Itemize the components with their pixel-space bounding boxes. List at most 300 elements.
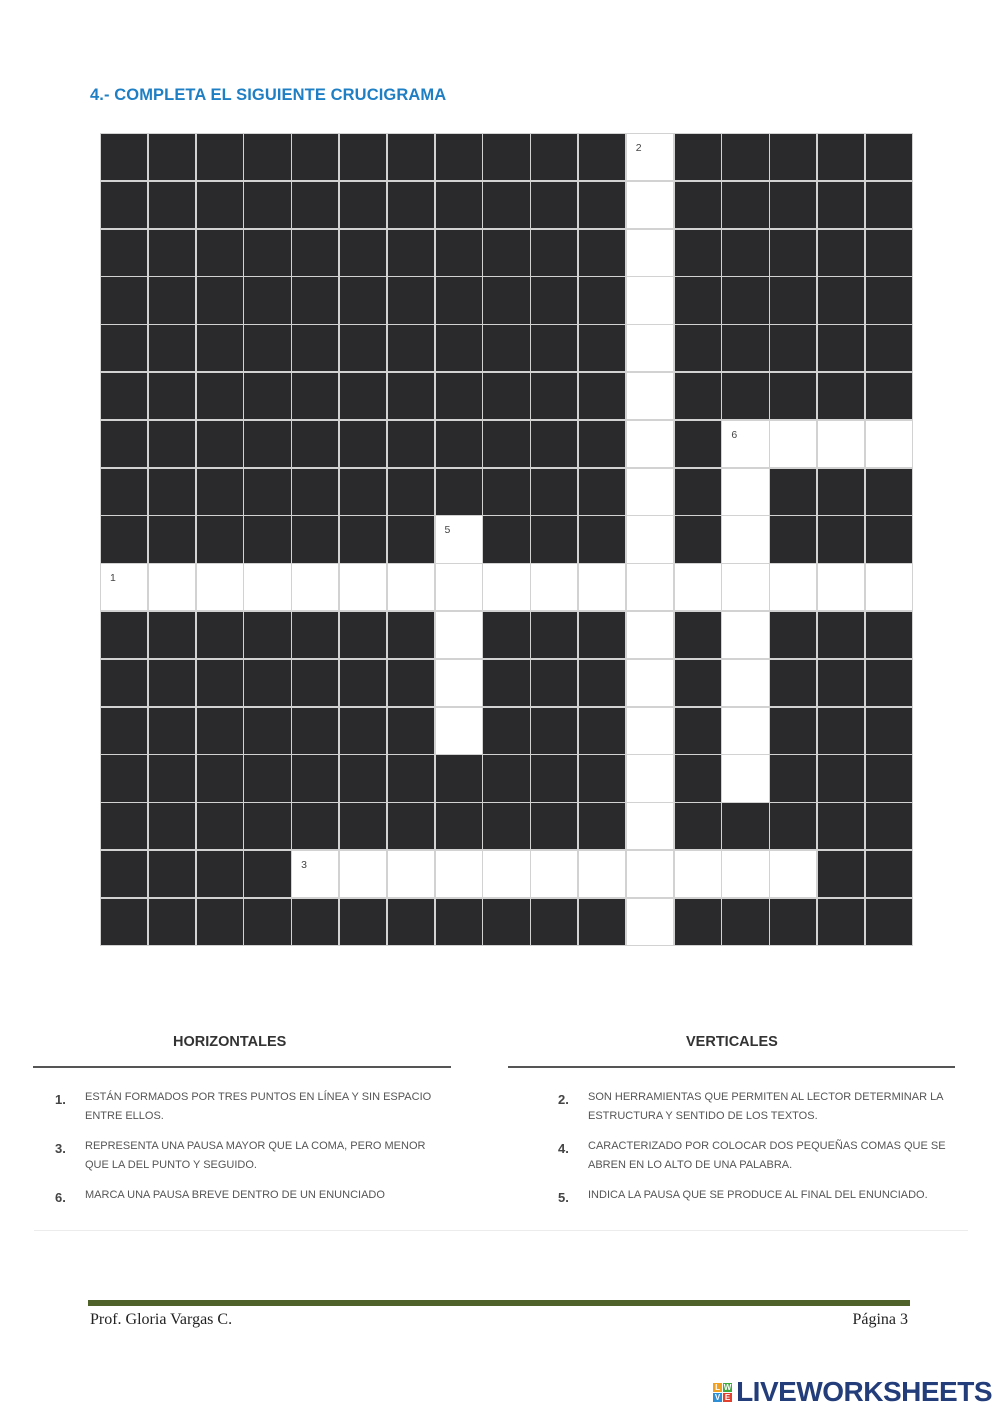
crossword-black-cell [388,182,434,228]
crossword-black-cell [722,230,768,276]
crossword-black-cell [340,516,386,562]
crossword-black-cell [101,421,147,467]
crossword-input-cell[interactable] [818,421,864,467]
liveworksheets-brand[interactable] [713,1376,992,1408]
crossword-black-cell [818,899,864,945]
crossword-black-cell [531,182,577,228]
clue-number-label: 5 [444,524,451,537]
crossword-black-cell [436,134,482,180]
crossword-black-cell [101,899,147,945]
crossword-black-cell [436,373,482,419]
clue-number: 2. [558,1092,569,1107]
crossword-black-cell [244,421,290,467]
crossword-black-cell [197,612,243,658]
crossword-black-cell [292,516,338,562]
crossword-black-cell [101,182,147,228]
crossword-black-cell [675,277,721,323]
crossword-black-cell [818,851,864,897]
crossword-black-cell [770,660,816,706]
crossword-black-cell [531,421,577,467]
crossword-input-cell[interactable] [436,564,482,610]
crossword-black-cell [436,182,482,228]
crossword-black-cell [675,134,721,180]
crossword-black-cell [149,182,195,228]
crossword-black-cell [244,899,290,945]
clue-text: REPRESENTA UNA PAUSA MAYOR QUE LA COMA, PERO MENOR QUE LA DEL PUNTO Y SEGUIDO. [85,1140,426,1171]
crossword-black-cell [675,899,721,945]
crossword-black-cell [340,134,386,180]
crossword-black-cell [197,182,243,228]
crossword-black-cell [866,660,912,706]
crossword-black-cell [579,373,625,419]
footer-bar [88,1300,910,1306]
crossword-black-cell [388,899,434,945]
crossword-black-cell [770,708,816,754]
crossword-black-cell [244,851,290,897]
crossword-black-cell [866,899,912,945]
crossword-black-cell [101,612,147,658]
crossword-black-cell [483,325,529,371]
crossword-black-cell [197,851,243,897]
crossword-black-cell [149,516,195,562]
crossword-black-cell [101,230,147,276]
crossword-black-cell [531,277,577,323]
crossword-input-cell[interactable] [722,564,768,610]
crossword-black-cell [818,708,864,754]
crossword-input-cell[interactable] [627,803,673,849]
logo-letter: W [723,1382,732,1392]
crossword-input-cell[interactable] [627,421,673,467]
crossword-black-cell [197,660,243,706]
crossword-black-cell [244,660,290,706]
crossword-black-cell [483,708,529,754]
crossword-black-cell [197,803,243,849]
crossword-black-cell [101,325,147,371]
crossword-black-cell [292,134,338,180]
crossword-black-cell [770,612,816,658]
clue-vertical-4 [558,1137,953,1175]
crossword-black-cell [579,612,625,658]
page-title: 4.- COMPLETA EL SIGUIENTE CRUCIGRAMA [90,86,447,104]
crossword-black-cell [388,134,434,180]
crossword-black-cell [483,612,529,658]
crossword-black-cell [149,851,195,897]
crossword-input-cell[interactable] [388,851,434,897]
crossword-input-cell[interactable] [531,564,577,610]
crossword-black-cell [483,755,529,801]
crossword-black-cell [244,516,290,562]
crossword-input-cell[interactable] [627,373,673,419]
crossword-black-cell [388,803,434,849]
crossword-black-cell [579,755,625,801]
crossword-input-cell[interactable] [627,325,673,371]
footer-page-number: Página 3 [852,1311,908,1328]
crossword-input-cell[interactable] [436,660,482,706]
crossword-input-cell[interactable] [627,230,673,276]
crossword-black-cell [818,469,864,515]
crossword-black-cell [866,755,912,801]
crossword-black-cell [149,899,195,945]
crossword-black-cell [101,134,147,180]
crossword-input-cell[interactable] [197,564,243,610]
crossword-black-cell [866,516,912,562]
crossword-black-cell [866,708,912,754]
brand-name: LIVEWORKSHEETS [736,1376,992,1407]
crossword-input-cell[interactable] [770,851,816,897]
clue-number: 1. [55,1092,66,1107]
crossword-black-cell [675,660,721,706]
crossword-input-cell[interactable] [722,516,768,562]
clue-number-label: 6 [731,428,738,441]
crossword-black-cell [101,708,147,754]
crossword-black-cell [866,325,912,371]
crossword-black-cell [244,803,290,849]
crossword-black-cell [675,421,721,467]
crossword-input-cell[interactable] [722,421,768,467]
crossword-input-cell[interactable] [627,469,673,515]
crossword-input-cell[interactable] [627,182,673,228]
crossword-black-cell [866,612,912,658]
crossword-black-cell [531,612,577,658]
crossword-black-cell [818,277,864,323]
crossword-black-cell [292,182,338,228]
crossword-black-cell [244,755,290,801]
crossword-black-cell [722,182,768,228]
crossword-black-cell [531,469,577,515]
crossword-black-cell [483,516,529,562]
crossword-black-cell [292,325,338,371]
crossword-black-cell [866,469,912,515]
crossword-input-cell[interactable] [340,851,386,897]
crossword-black-cell [292,373,338,419]
crossword-input-cell[interactable] [722,612,768,658]
crossword-black-cell [244,612,290,658]
crossword-black-cell [579,708,625,754]
crossword-black-cell [722,134,768,180]
crossword-input-cell[interactable] [436,612,482,658]
crossword-black-cell [770,325,816,371]
crossword-input-cell[interactable] [866,421,912,467]
crossword-black-cell [866,277,912,323]
crossword-black-cell [818,755,864,801]
crossword-input-cell[interactable] [722,851,768,897]
crossword-input-cell[interactable] [675,851,721,897]
crossword-black-cell [483,421,529,467]
crossword-black-cell [340,277,386,323]
crossword-black-cell [244,277,290,323]
crossword-input-cell[interactable] [436,516,482,562]
crossword-black-cell [436,325,482,371]
crossword-black-cell [579,421,625,467]
crossword-black-cell [579,660,625,706]
crossword-input-cell[interactable] [627,564,673,610]
crossword-black-cell [340,708,386,754]
footer-author: Prof. Gloria Vargas C. [90,1311,233,1328]
clue-text: ESTÁN FORMADOS POR TRES PUNTOS EN LÍNEA Y SIN ESPACIO ENTRE ELLOS. [85,1091,432,1122]
crossword-black-cell [483,899,529,945]
crossword-input-cell[interactable] [770,421,816,467]
crossword-black-cell [197,373,243,419]
crossword-black-cell [101,660,147,706]
crossword-black-cell [149,230,195,276]
crossword-black-cell [149,612,195,658]
crossword-black-cell [292,755,338,801]
crossword-black-cell [244,230,290,276]
logo-letter: V [714,1392,721,1402]
clue-vertical-2 [558,1088,953,1126]
crossword-black-cell [149,277,195,323]
crossword-black-cell [531,803,577,849]
crossword-black-cell [483,134,529,180]
verticales-divider [508,1066,955,1068]
clue-number-label: 2 [635,142,642,154]
crossword-black-cell [101,516,147,562]
crossword-black-cell [340,612,386,658]
crossword-black-cell [340,230,386,276]
crossword-input-cell[interactable] [101,564,147,610]
clue-number: 5. [558,1190,569,1205]
crossword-black-cell [197,469,243,515]
crossword-input-cell[interactable] [722,708,768,754]
crossword-black-cell [483,277,529,323]
crossword-black-cell [531,899,577,945]
crossword-black-cell [244,325,290,371]
crossword-input-cell[interactable] [149,564,195,610]
crossword-input-cell[interactable] [818,564,864,610]
crossword-input-cell[interactable] [722,469,768,515]
crossword-input-cell[interactable] [627,899,673,945]
crossword-black-cell [340,899,386,945]
crossword-black-cell [292,230,338,276]
crossword-black-cell [531,230,577,276]
crossword-black-cell [675,755,721,801]
crossword-input-cell[interactable] [579,564,625,610]
crossword-black-cell [675,373,721,419]
crossword-black-cell [388,230,434,276]
crossword-black-cell [675,612,721,658]
crossword-input-cell[interactable] [722,660,768,706]
crossword-black-cell [101,851,147,897]
crossword-black-cell [388,469,434,515]
crossword-input-cell[interactable] [627,612,673,658]
crossword-black-cell [722,899,768,945]
crossword-black-cell [818,516,864,562]
crossword-black-cell [770,516,816,562]
crossword-black-cell [101,277,147,323]
crossword-black-cell [483,660,529,706]
crossword-black-cell [292,899,338,945]
crossword-black-cell [149,134,195,180]
crossword-input-cell[interactable] [627,708,673,754]
crossword-black-cell [579,469,625,515]
crossword-black-cell [340,803,386,849]
crossword-black-cell [340,373,386,419]
logo-letter: L [713,1383,722,1392]
crossword-black-cell [101,373,147,419]
crossword-black-cell [818,230,864,276]
crossword-input-cell[interactable] [483,851,529,897]
crossword-black-cell [531,708,577,754]
logo-letter: E [724,1392,731,1402]
crossword-black-cell [244,373,290,419]
crossword-black-cell [149,325,195,371]
crossword-black-cell [436,230,482,276]
crossword-black-cell [579,134,625,180]
crossword-black-cell [197,230,243,276]
crossword-black-cell [340,325,386,371]
crossword-black-cell [436,803,482,849]
horizontales-divider [33,1066,451,1068]
crossword-black-cell [531,755,577,801]
crossword-input-cell[interactable] [340,564,386,610]
crossword-input-cell[interactable] [627,851,673,897]
crossword-black-cell [818,373,864,419]
crossword-input-cell[interactable] [436,708,482,754]
crossword-black-cell [388,755,434,801]
crossword-black-cell [818,325,864,371]
crossword-black-cell [770,755,816,801]
crossword-black-cell [818,803,864,849]
crossword-black-cell [483,230,529,276]
crossword-black-cell [770,230,816,276]
crossword-black-cell [292,469,338,515]
crossword-black-cell [197,134,243,180]
crossword-input-cell[interactable] [627,134,673,180]
crossword-black-cell [531,134,577,180]
crossword-black-cell [149,708,195,754]
crossword-black-cell [579,516,625,562]
crossword-black-cell [483,182,529,228]
crossword-black-cell [675,516,721,562]
crossword-black-cell [197,755,243,801]
crossword-black-cell [770,373,816,419]
crossword-black-cell [675,230,721,276]
crossword-black-cell [579,182,625,228]
crossword-black-cell [579,230,625,276]
crossword-black-cell [197,516,243,562]
crossword-black-cell [436,899,482,945]
crossword-black-cell [292,277,338,323]
clue-number-label: 3 [301,858,308,871]
crossword-black-cell [818,182,864,228]
crossword-black-cell [770,899,816,945]
crossword-input-cell[interactable] [292,851,338,897]
crossword-input-cell[interactable] [579,851,625,897]
crossword-input-cell[interactable] [436,851,482,897]
crossword-black-cell [149,373,195,419]
crossword-input-cell[interactable] [627,516,673,562]
crossword-black-cell [292,708,338,754]
crossword-black-cell [388,325,434,371]
crossword-black-cell [770,182,816,228]
crossword-black-cell [866,134,912,180]
crossword-input-cell[interactable] [770,564,816,610]
crossword-black-cell [579,899,625,945]
verticales-heading: VERTICALES [686,1034,778,1050]
crossword-grid [100,133,913,946]
crossword-black-cell [770,134,816,180]
crossword-input-cell[interactable] [627,755,673,801]
clue-text: INDICA LA PAUSA QUE SE PRODUCE AL FINAL DEL ENUNCIADO. [588,1189,928,1201]
clue-text: CARACTERIZADO POR COLOCAR DOS PEQUEÑAS COMAS QUE SE ABREN EN LO ALTO DE UNA PALABRA. [588,1140,946,1171]
crossword-black-cell [197,899,243,945]
crossword-black-cell [149,660,195,706]
crossword-black-cell [388,277,434,323]
crossword-black-cell [770,277,816,323]
crossword-black-cell [483,469,529,515]
crossword-black-cell [531,325,577,371]
crossword-black-cell [340,182,386,228]
crossword-black-cell [436,755,482,801]
crossword-black-cell [818,134,864,180]
crossword-black-cell [675,469,721,515]
clue-horizontal-3 [55,1137,440,1175]
crossword-black-cell [292,612,338,658]
clue-vertical-5 [558,1186,953,1207]
crossword-black-cell [197,421,243,467]
crossword-black-cell [292,660,338,706]
crossword-input-cell[interactable] [388,564,434,610]
crossword-black-cell [340,469,386,515]
crossword-input-cell[interactable] [531,851,577,897]
clue-text: MARCA UNA PAUSA BREVE DENTRO DE UN ENUNCIADO [85,1189,385,1201]
crossword-black-cell [866,803,912,849]
crossword-black-cell [149,803,195,849]
crossword-black-cell [388,612,434,658]
crossword-black-cell [197,708,243,754]
crossword-black-cell [675,708,721,754]
clue-number: 6. [55,1190,66,1205]
crossword-input-cell[interactable] [866,564,912,610]
crossword-black-cell [866,373,912,419]
crossword-black-cell [818,660,864,706]
crossword-black-cell [722,277,768,323]
clue-horizontal-1 [55,1088,440,1126]
crossword-input-cell[interactable] [483,564,529,610]
crossword-black-cell [149,421,195,467]
crossword-input-cell[interactable] [627,277,673,323]
crossword-black-cell [818,612,864,658]
clue-number: 3. [55,1141,66,1156]
crossword-black-cell [244,134,290,180]
clue-text: SON HERRAMIENTAS QUE PERMITEN AL LECTOR DETERMINAR LA ESTRUCTURA Y SENTIDO DE LOS TEXTOS. [588,1091,943,1122]
horizontales-heading: HORIZONTALES [173,1034,287,1050]
crossword-black-cell [722,803,768,849]
crossword-black-cell [531,373,577,419]
crossword-black-cell [388,516,434,562]
clue-horizontal-6 [55,1186,440,1207]
crossword-input-cell[interactable] [244,564,290,610]
clues-bottom-divider [34,1230,968,1231]
crossword-black-cell [770,803,816,849]
crossword-input-cell[interactable] [722,755,768,801]
crossword-black-cell [436,421,482,467]
crossword-black-cell [722,373,768,419]
crossword-black-cell [340,660,386,706]
crossword-input-cell[interactable] [627,660,673,706]
crossword-input-cell[interactable] [675,564,721,610]
crossword-black-cell [149,755,195,801]
crossword-black-cell [101,803,147,849]
crossword-black-cell [197,325,243,371]
crossword-black-cell [675,325,721,371]
crossword-black-cell [483,373,529,419]
crossword-black-cell [388,421,434,467]
crossword-black-cell [388,373,434,419]
crossword-black-cell [579,325,625,371]
crossword-input-cell[interactable] [292,564,338,610]
crossword-black-cell [244,708,290,754]
